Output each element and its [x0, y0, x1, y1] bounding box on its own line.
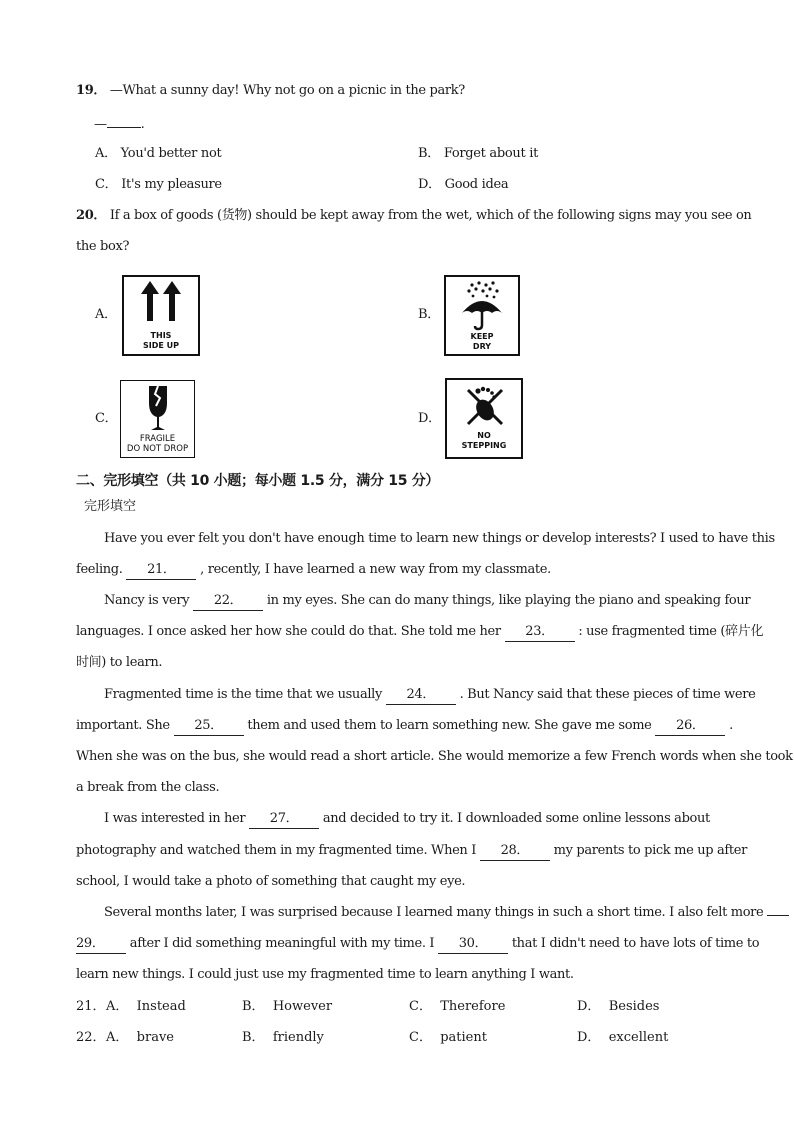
text: languages. I once asked her how she could do that. She told me her [76, 624, 501, 639]
answer-22-option-b[interactable] [242, 1029, 324, 1047]
sign-label: KEEP DRY [470, 332, 494, 351]
text: . [729, 718, 733, 733]
option-letter: B． [242, 999, 265, 1014]
blank-29[interactable]: 29． [76, 935, 126, 954]
option-letter: A． [106, 1030, 129, 1045]
text: . But Nancy said that these pieces of time were [459, 687, 756, 702]
q19-option-c[interactable] [95, 176, 222, 194]
text: feeling. [76, 562, 123, 577]
option-letter: B． [242, 1030, 265, 1045]
option-letter: B． [418, 146, 440, 161]
option-text: Instead [136, 999, 186, 1014]
q19-blank[interactable] [107, 127, 141, 128]
q20-number: 20． [76, 208, 107, 223]
text: photography and watched them in my fragmented time. When I [76, 843, 477, 858]
blank-22[interactable]: 22． [193, 592, 263, 611]
blank-21[interactable]: 21． [126, 561, 196, 580]
text: Fragmented time is the time that we usually [104, 687, 382, 702]
option-text: You'd better not [120, 146, 222, 161]
passage-line [76, 623, 764, 642]
q20-option-b-letter[interactable]: B． [418, 307, 440, 322]
text: I was interested in her [104, 811, 246, 826]
option-letter: A． [95, 146, 117, 161]
q20-stem-text-1: If a box of goods (货物) should be kept away from the wet, which of the following signs may you see on [109, 208, 752, 223]
text: and decided to try it. I downloaded some online lessons about [322, 811, 710, 826]
option-text: Good idea [444, 177, 509, 192]
q20-stem-text-2: the box? [76, 239, 130, 254]
option-text: Therefore [440, 999, 506, 1014]
passage-line: 时间) to learn. [76, 655, 163, 670]
section-subheading: 完形填空 [84, 499, 137, 514]
blank-29-start[interactable] [767, 915, 789, 916]
option-text: However [272, 999, 333, 1014]
q20-option-d-letter[interactable]: D． [418, 411, 441, 426]
answer-21-option-d[interactable] [577, 998, 659, 1016]
q20-option-c-letter[interactable]: C． [95, 411, 118, 426]
passage-line [104, 592, 751, 611]
passage-line [104, 686, 756, 705]
option-text: brave [136, 1030, 174, 1045]
text: that I didn't need to have lots of time to [511, 936, 760, 951]
blank-26[interactable]: 26． [655, 717, 725, 736]
answer-22-number: 22． [76, 1030, 106, 1045]
keep-dry-sign[interactable] [444, 275, 520, 356]
text: Nancy is very [104, 593, 190, 608]
option-letter: D． [577, 1030, 601, 1045]
q20-stem [76, 207, 752, 225]
text: Several months later, I was surprised because I learned many things in such a short time. I also felt more [104, 905, 764, 920]
option-text: excellent [608, 1030, 669, 1045]
option-text: patient [440, 1030, 487, 1045]
answer-21-option-b[interactable] [242, 998, 332, 1016]
option-text: friendly [272, 1030, 324, 1045]
blank-23[interactable]: 23． [505, 623, 575, 642]
answer-21-number: 21． [76, 999, 106, 1014]
q20-option-a-letter[interactable]: A． [95, 307, 117, 322]
q19-option-d[interactable] [418, 176, 508, 194]
answer-22-option-a[interactable] [106, 1029, 174, 1047]
option-text: It's my pleasure [121, 177, 222, 192]
answer-21-option-c[interactable] [409, 998, 505, 1016]
q19-stem-text: —What a sunny day! Why not go on a picnic in the park? [109, 83, 465, 98]
q19-reply [94, 116, 764, 134]
passage-line [76, 935, 760, 954]
text: my parents to pick me up after [553, 843, 747, 858]
sign-label: FRAGILE DO NOT DROP [126, 434, 189, 454]
passage-line [104, 904, 764, 922]
option-letter: A． [106, 999, 129, 1014]
q19-option-b[interactable] [418, 145, 538, 163]
passage-line [76, 717, 746, 736]
option-letter: C． [409, 999, 432, 1014]
answer-21-option-a[interactable] [106, 998, 186, 1016]
answer-22-option-c[interactable] [409, 1029, 487, 1047]
sign-label: NO STEPPING [461, 431, 507, 450]
text: important. She [76, 718, 170, 733]
passage-line [104, 810, 746, 829]
text: after I did something meaningful with my time. I [129, 936, 435, 951]
text: , recently, I have learned a new way from my classmate. [200, 562, 551, 577]
no-stepping-sign[interactable] [445, 378, 523, 459]
passage-line [76, 842, 746, 861]
fragile-sign[interactable] [120, 380, 195, 458]
passage-line: learn new things. I could just use my fragmented time to learn anything I want. [76, 967, 574, 982]
blank-25[interactable]: 25． [174, 717, 244, 736]
blank-24[interactable]: 24． [386, 686, 456, 705]
option-letter: D． [577, 999, 601, 1014]
q19-number: 19． [76, 83, 107, 98]
blank-30[interactable]: 30． [438, 935, 508, 954]
blank-28[interactable]: 28． [480, 842, 550, 861]
q19-option-a[interactable] [95, 145, 221, 163]
q19-reply-period: . [140, 117, 145, 132]
text: in my eyes. She can do many things, like playing the piano and speaking four [266, 593, 751, 608]
q19-stem [76, 82, 746, 100]
option-text: Besides [608, 999, 660, 1014]
passage-line: Have you ever felt you don't have enough time to learn new things or develop interests? I used to have this [104, 531, 775, 546]
passage-line: school, I would take a photo of something that caught my eye. [76, 874, 466, 889]
passage-line [76, 561, 746, 580]
option-text: Forget about it [443, 146, 539, 161]
option-letter: C． [409, 1030, 432, 1045]
option-letter: D． [418, 177, 441, 192]
passage-line: When she was on the bus, she would read a short article. She would memorize a few French words when she took [76, 749, 793, 764]
sign-label: THIS SIDE UP [143, 331, 179, 350]
text: : use fragmented time (碎片化 [578, 624, 764, 639]
q19-reply-dash: — [94, 117, 107, 132]
passage-line: a break from the class. [76, 780, 220, 795]
answer-22-option-d[interactable] [577, 1029, 668, 1047]
section-heading: 二、完形填空（共 10 小题；每小题 1.5 分，满分 15 分） [76, 473, 440, 489]
option-letter: C． [95, 177, 118, 192]
this-side-up-sign[interactable] [122, 275, 200, 356]
text: them and used them to learn something new. She gave me some [247, 718, 652, 733]
blank-27[interactable]: 27． [249, 810, 319, 829]
